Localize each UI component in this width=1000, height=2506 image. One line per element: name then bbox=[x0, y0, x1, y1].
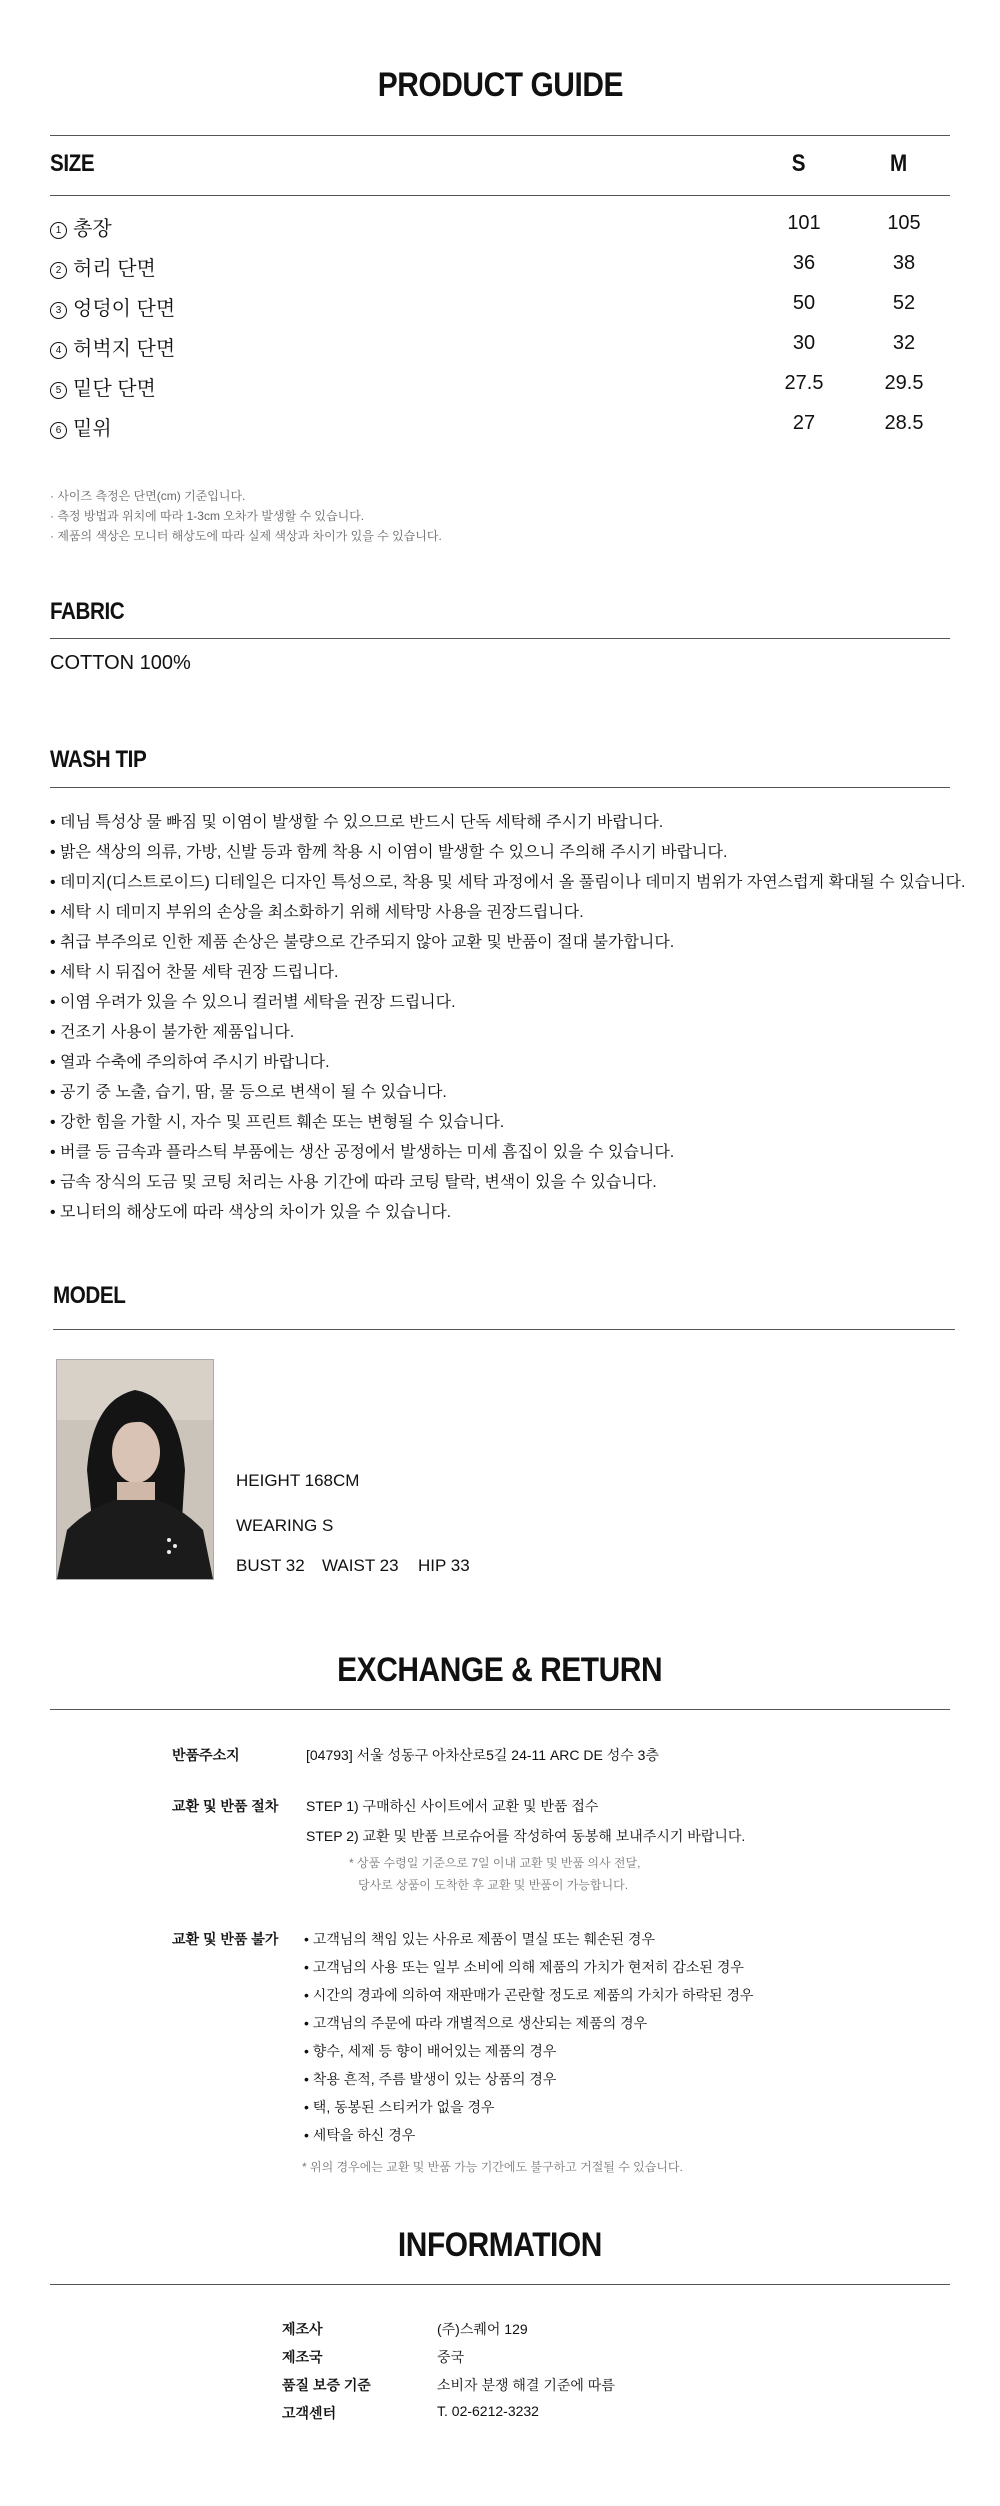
size-label: SIZE bbox=[50, 150, 95, 177]
row-number: 1 bbox=[50, 222, 67, 239]
size-value-s: 50 bbox=[792, 292, 816, 314]
unavailable-list bbox=[304, 1925, 754, 2149]
info-row-manufacturer bbox=[282, 2319, 782, 2343]
size-row bbox=[50, 332, 950, 368]
process-step-2: STEP 2) 교환 및 반품 브로슈어를 작성하여 동봉해 보내주시기 바랍니다. bbox=[306, 1828, 746, 1844]
model-height: HEIGHT 168CM bbox=[236, 1471, 360, 1490]
size-value-m: 105 bbox=[887, 212, 921, 234]
divider bbox=[53, 1329, 955, 1330]
size-row bbox=[50, 252, 950, 288]
list-item: • 택, 동봉된 스티커가 없을 경우 bbox=[304, 2093, 754, 2121]
process-step-1: STEP 1) 구매하신 사이트에서 교환 및 반품 접수 bbox=[306, 1798, 599, 1814]
size-col-m: M bbox=[890, 150, 907, 177]
row-number: 4 bbox=[50, 342, 67, 359]
fabric-title: FABRIC bbox=[50, 598, 125, 625]
size-row-name: 2 허리 단면 bbox=[50, 252, 156, 281]
info-row-quality bbox=[282, 2375, 782, 2399]
unavailable-label: 교환 및 반품 불가 bbox=[172, 1931, 279, 1947]
size-row-name: 6 밑위 bbox=[50, 412, 112, 441]
model-bust: BUST 32 bbox=[236, 1556, 305, 1575]
unavailable-note: * 위의 경우에는 교환 및 반품 가능 기간에도 불구하고 거절될 수 있습니다. bbox=[302, 2160, 683, 2174]
size-col-s: S bbox=[791, 150, 806, 177]
divider bbox=[50, 787, 950, 788]
list-item: • 고객님의 책임 있는 사유로 제품이 멸실 또는 훼손된 경우 bbox=[304, 1925, 754, 1953]
list-item: • 세탁 시 데미지 부위의 손상을 최소화하기 위해 세탁망 사용을 권장드립니다. bbox=[50, 898, 965, 928]
info-key: 제조사 bbox=[282, 2321, 323, 2337]
list-item: • 세탁을 하신 경우 bbox=[304, 2121, 754, 2149]
divider bbox=[50, 1709, 950, 1710]
size-row-name: 1 총장 bbox=[50, 212, 112, 241]
list-item: • 데님 특성상 물 빠짐 및 이염이 발생할 수 있으므로 반드시 단독 세탁해 주시기 바랍니다. bbox=[50, 808, 965, 838]
divider bbox=[50, 135, 950, 136]
size-value-s: 101 bbox=[787, 212, 821, 234]
divider bbox=[50, 195, 950, 196]
process-note-2: 당사로 상품이 도착한 후 교환 및 반품이 가능합니다. bbox=[358, 1878, 629, 1892]
model-wearing: WEARING S bbox=[236, 1516, 334, 1535]
info-key: 품질 보증 기준 bbox=[282, 2377, 371, 2393]
note: · 제품의 색상은 모니터 해상도에 따라 실제 색상과 차이가 있을 수 있습니다. bbox=[50, 526, 442, 546]
product-guide-title: PRODUCT GUIDE bbox=[377, 66, 623, 104]
size-value-m: 38 bbox=[892, 252, 916, 274]
list-item: • 고객님의 사용 또는 일부 소비에 의해 제품의 가치가 현저히 감소된 경우 bbox=[304, 1953, 754, 1981]
size-row-name: 3 엉덩이 단면 bbox=[50, 292, 175, 321]
model-photo-illustration bbox=[57, 1360, 213, 1579]
row-number: 3 bbox=[50, 302, 67, 319]
size-row bbox=[50, 412, 950, 448]
list-item: • 공기 중 노출, 습기, 땀, 물 등으로 변색이 될 수 있습니다. bbox=[50, 1078, 965, 1108]
wash-tip-list bbox=[50, 808, 965, 1228]
size-value-m: 29.5 bbox=[884, 372, 924, 394]
size-notes bbox=[50, 486, 442, 546]
list-item: • 모니터의 해상도에 따라 색상의 차이가 있을 수 있습니다. bbox=[50, 1198, 965, 1228]
list-item: • 취급 부주의로 인한 제품 손상은 불량으로 간주되지 않아 교환 및 반품이 절대 불가합니다. bbox=[50, 928, 965, 958]
size-value-s: 30 bbox=[792, 332, 816, 354]
note: · 사이즈 측정은 단면(cm) 기준입니다. bbox=[50, 486, 442, 506]
row-number: 2 bbox=[50, 262, 67, 279]
list-item: • 착용 흔적, 주름 발생이 있는 상품의 경우 bbox=[304, 2065, 754, 2093]
list-item: • 버클 등 금속과 플라스틱 부품에는 생산 공정에서 발생하는 미세 흠집이 있을 수 있습니다. bbox=[50, 1138, 965, 1168]
size-row bbox=[50, 212, 950, 248]
model-waist: WAIST 23 bbox=[322, 1556, 399, 1575]
process-note-1: * 상품 수령일 기준으로 7일 이내 교환 및 반품 의사 전달, bbox=[349, 1856, 641, 1870]
model-hip: HIP 33 bbox=[418, 1556, 470, 1575]
information-title: INFORMATION bbox=[397, 2226, 603, 2264]
info-value: (주)스퀘어 129 bbox=[437, 2321, 528, 2337]
size-value-m: 32 bbox=[892, 332, 916, 354]
row-number: 6 bbox=[50, 422, 67, 439]
return-address: [04793] 서울 성동구 아차산로5길 24-11 ARC DE 성수 3층 bbox=[306, 1747, 659, 1763]
size-value-s: 27.5 bbox=[784, 372, 824, 394]
model-photo bbox=[56, 1359, 214, 1580]
size-value-s: 27 bbox=[792, 412, 816, 434]
size-value-s: 36 bbox=[792, 252, 816, 274]
list-item: • 고객님의 주문에 따라 개별적으로 생산되는 제품의 경우 bbox=[304, 2009, 754, 2037]
size-value-m: 28.5 bbox=[884, 412, 924, 434]
list-item: • 강한 힘을 가할 시, 자수 및 프린트 훼손 또는 변형될 수 있습니다. bbox=[50, 1108, 965, 1138]
list-item: • 이염 우려가 있을 수 있으니 컬러별 세탁을 권장 드립니다. bbox=[50, 988, 965, 1018]
list-item: • 향수, 세제 등 향이 배어있는 제품의 경우 bbox=[304, 2037, 754, 2065]
note: · 측정 방법과 위치에 따라 1-3cm 오차가 발생할 수 있습니다. bbox=[50, 506, 442, 526]
info-row-country bbox=[282, 2347, 782, 2371]
fabric-value: COTTON 100% bbox=[50, 652, 191, 674]
return-address-label: 반품주소지 bbox=[172, 1747, 240, 1763]
size-table-header bbox=[50, 150, 950, 190]
size-row bbox=[50, 372, 950, 408]
list-item: • 건조기 사용이 불가한 제품입니다. bbox=[50, 1018, 965, 1048]
model-title: MODEL bbox=[53, 1282, 126, 1309]
info-value: 중국 bbox=[437, 2349, 465, 2365]
size-row-name: 5 밑단 단면 bbox=[50, 372, 156, 401]
divider bbox=[50, 638, 950, 639]
size-row bbox=[50, 292, 950, 328]
info-value: T. 02-6212-3232 bbox=[437, 2403, 539, 2419]
list-item: • 시간의 경과에 의하여 재판매가 곤란할 정도로 제품의 가치가 하락된 경우 bbox=[304, 1981, 754, 2009]
wash-tip-title: WASH TIP bbox=[50, 746, 147, 773]
info-value: 소비자 분쟁 해결 기준에 따름 bbox=[437, 2377, 615, 2393]
list-item: • 세탁 시 뒤집어 찬물 세탁 권장 드립니다. bbox=[50, 958, 965, 988]
info-row-customer-center bbox=[282, 2403, 782, 2427]
process-label: 교환 및 반품 절차 bbox=[172, 1798, 279, 1814]
list-item: • 열과 수축에 주의하여 주시기 바랍니다. bbox=[50, 1048, 965, 1078]
list-item: • 금속 장식의 도금 및 코팅 처리는 사용 기간에 따라 코팅 탈락, 변색이 있을 수 있습니다. bbox=[50, 1168, 965, 1198]
info-key: 고객센터 bbox=[282, 2405, 337, 2421]
size-row-name: 4 허벅지 단면 bbox=[50, 332, 175, 361]
list-item: • 밝은 색상의 의류, 가방, 신발 등과 함께 착용 시 이염이 발생할 수 있으니 주의해 주시기 바랍니다. bbox=[50, 838, 965, 868]
exchange-return-title: EXCHANGE & RETURN bbox=[337, 1651, 663, 1689]
size-value-m: 52 bbox=[892, 292, 916, 314]
list-item: • 데미지(디스트로이드) 디테일은 디자인 특성으로, 착용 및 세탁 과정에서 올 풀림이나 데미지 범위가 자연스럽게 확대될 수 있습니다. bbox=[50, 868, 965, 898]
row-number: 5 bbox=[50, 382, 67, 399]
info-key: 제조국 bbox=[282, 2349, 323, 2365]
divider bbox=[50, 2284, 950, 2285]
